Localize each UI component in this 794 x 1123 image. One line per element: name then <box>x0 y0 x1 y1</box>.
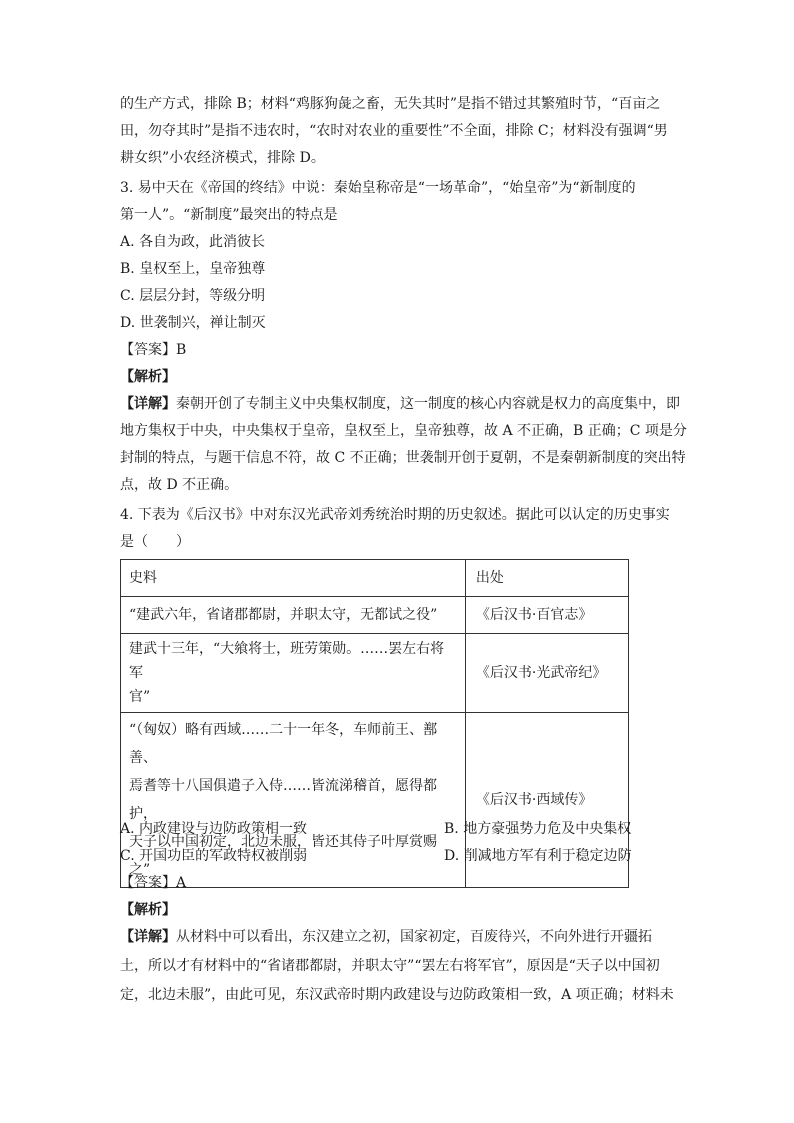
q3-option-a: A. 各自为政，此消彼长 <box>120 234 266 250</box>
table-cell-source: 《后汉书·光武帝纪》 <box>465 634 628 713</box>
q3-option-b: B. 皇权至上，皇帝独尊 <box>120 261 266 277</box>
q3-answer <box>120 340 186 360</box>
table-cell-source: 《后汉书·百官志》 <box>465 597 628 634</box>
cell-line: “（匈奴）略有西域……二十一年冬，车师前王、鄯善、 <box>129 722 438 766</box>
q4-detail-line-3: 定，北边未服”，由此可见，东汉武帝时期内政建设与边防政策相一致，A 项正确；材料未 <box>120 987 674 1003</box>
q3-stem-line-1: 3. 易中天在《帝国的终结》中说：秦始皇称帝是“一场革命”，“始皇帝”为“新制度的 <box>120 180 636 196</box>
detail-text: 秦朝开创了专制主义中央集权制度，这一制度的核心内容就是权力的高度集中，即 <box>176 396 680 412</box>
table-cell-text <box>121 597 466 634</box>
q4-detail-line-1 <box>120 927 652 947</box>
detail-label: 【详解】 <box>120 396 176 412</box>
answer-value: A <box>176 875 187 891</box>
q3-option-d: D. 世袭制兴，禅让制灭 <box>120 315 266 331</box>
q4-option-c: C. 开国功臣的军政特权被削弱 <box>120 848 308 864</box>
table-header-row <box>121 560 629 597</box>
prev-analysis-line-3: 耕女织”小农经济模式，排除 D。 <box>120 150 325 166</box>
table-cell-text <box>121 634 466 713</box>
q4-option-d: D. 削减地方军有利于稳定边防 <box>444 848 632 864</box>
table-cell-source: 《后汉书·西域传》 <box>465 713 628 888</box>
cell-line: 天子以中国初定，北边未服，皆还其侍子叶厚赏赐之” <box>129 834 437 878</box>
q4-stem-line-1: 4. 下表为《后汉书》中对东汉光武帝刘秀统治时期的历史叙述。据此可以认定的历史事实 <box>120 507 670 523</box>
detail-label: 【详解】 <box>120 929 176 945</box>
answer-value: B <box>176 342 187 358</box>
cell-line: 官” <box>129 689 151 705</box>
cell-line: 建武十三年，“大飨将士，班劳策勋。……罢左右将军 <box>129 641 445 681</box>
q4-analysis-label: 【解析】 <box>120 902 176 918</box>
answer-label: 【答案】 <box>120 875 176 891</box>
table-header-cell: 史料 <box>121 560 466 597</box>
prev-analysis-line-1: 的生产方式，排除 B；材料“鸡豚狗彘之畜，无失其时”是指不错过其繁殖时节，“百亩之 <box>120 96 661 112</box>
q3-stem-line-2: 第一人”。“新制度”最突出的特点是 <box>120 207 338 223</box>
prev-analysis-line-2: 田，勿夺其时”是指不违农时，“农时对农业的重要性”不全面，排除 C；材料没有强调“男 <box>120 123 668 139</box>
q3-detail-line-2: 地方集权于中央，中央集权于皇帝，皇权至上，皇帝独尊，故 A 不正确，B 正确；C 项是分 <box>120 423 687 439</box>
cell-line: 焉耆等十八国俱遣子入侍……皆流涕稽首，愿得都护， <box>129 778 437 822</box>
q3-detail-line-1 <box>120 394 680 414</box>
q3-analysis-label: 【解析】 <box>120 369 176 385</box>
q4-answer <box>120 873 186 893</box>
q4-detail-line-2: 土，所以才有材料中的“省诸郡都尉，并职太守”“罢左右将军官”，原因是“天子以中国初 <box>120 958 660 974</box>
q4-option-b: B. 地方豪强势力危及中央集权 <box>444 821 632 837</box>
table-row <box>121 634 629 713</box>
q4-option-a: A. 内政建设与边防政策相一致 <box>120 821 308 837</box>
q3-option-c: C. 层层分封，等级分明 <box>120 288 266 304</box>
table-header-cell: 出处 <box>465 560 628 597</box>
cell-line: “建武六年，省诸郡都尉，并职太守，无都试之役” <box>129 607 438 623</box>
q4-stem-line-2: 是（ ） <box>120 534 190 550</box>
answer-label: 【答案】 <box>120 342 176 358</box>
q3-detail-line-4: 点，故 D 不正确。 <box>120 477 239 493</box>
q3-detail-line-3: 封制的特点，与题干信息不符，故 C 不正确；世袭制开创于夏朝，不是秦朝新制度的突出特 <box>120 450 686 466</box>
table-row <box>121 597 629 634</box>
detail-text: 从材料中可以看出，东汉建立之初，国家初定，百废待兴，不向外进行开疆拓 <box>176 929 652 945</box>
